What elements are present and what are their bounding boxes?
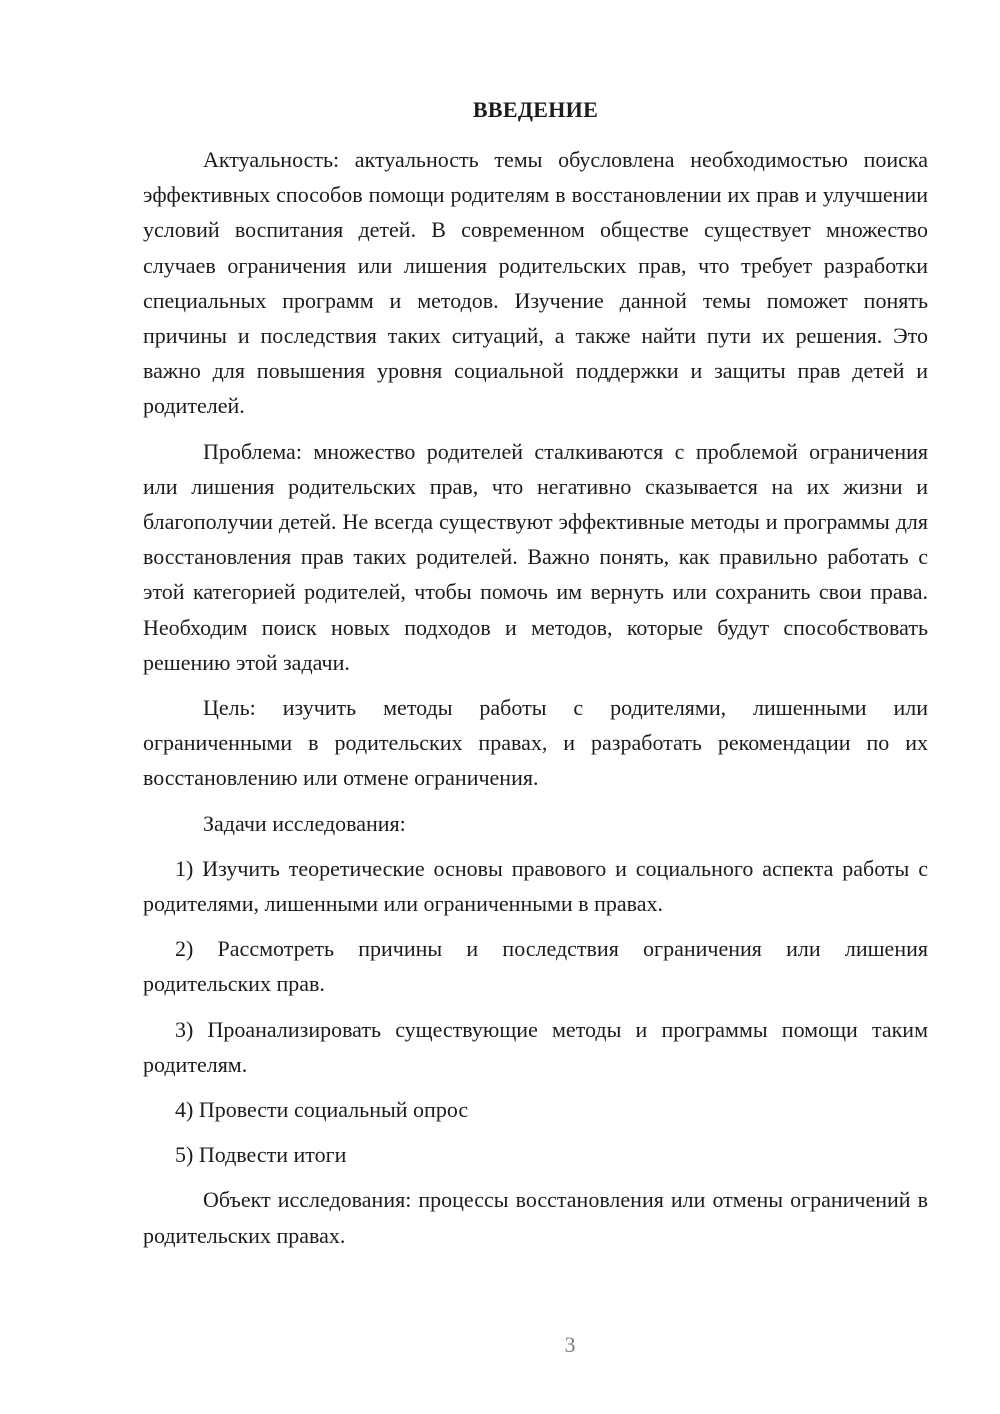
task-item: 4) Провести социальный опрос [175,1097,469,1123]
relevance-paragraph: Актуальность: актуальность темы обусловлена необходимостью поиска эффективных способов помощи родителям в восстановлении их прав и улучшении условий воспитания детей. В современном обществе существует множество случаев ограничения или лишения родительских прав, что требует разработки специальных программ и методов. Изучение данной темы поможет понять причины и последствия таких ситуаций, а также найти пути их решения. Это важно для повышения уровня социальной поддержки и защиты прав детей и родителей. [143,147,928,419]
task-item: 5) Подвести итоги [175,1142,347,1168]
task-item: 1) Изучить теоретические основы правового и социального аспекта работы с родителями, лишенными или ограниченными в правах. [143,855,928,917]
object-paragraph: Объект исследования: процессы восстановления или отмены ограничений в родительских правах. [143,1187,928,1248]
page-number: 3 [564,1332,576,1357]
page-content [143,96,928,1263]
tasks-heading: Задачи исследования: [203,810,406,836]
section-title: ВВЕДЕНИЕ [472,97,599,122]
task-item: 2) Рассмотреть причины и последствия ограничения или лишения родительских прав. [143,936,928,997]
goal-paragraph: Цель: изучить методы работы с родителями, лишенными или ограниченными в родительских правах, и разработать рекомендации по их восстановлению или отмене ограничения. [143,695,928,791]
problem-paragraph: Проблема: множество родителей сталкиваются с проблемой ограничения или лишения родительских прав, что негативно сказывается на их жизни и благополучии детей. Не всегда существуют эффективные методы и программы для восстановления прав таких родителей. Важно понять, как правильно работать с этой категорией родителей, чтобы помочь им вернуть или сохранить свои права. Необходим поиск новых подходов и методов, которые будут способствовать решению этой задачи. [143,438,928,675]
task-item: 3) Проанализировать существующие методы и программы помощи таким родителям. [143,1016,928,1077]
